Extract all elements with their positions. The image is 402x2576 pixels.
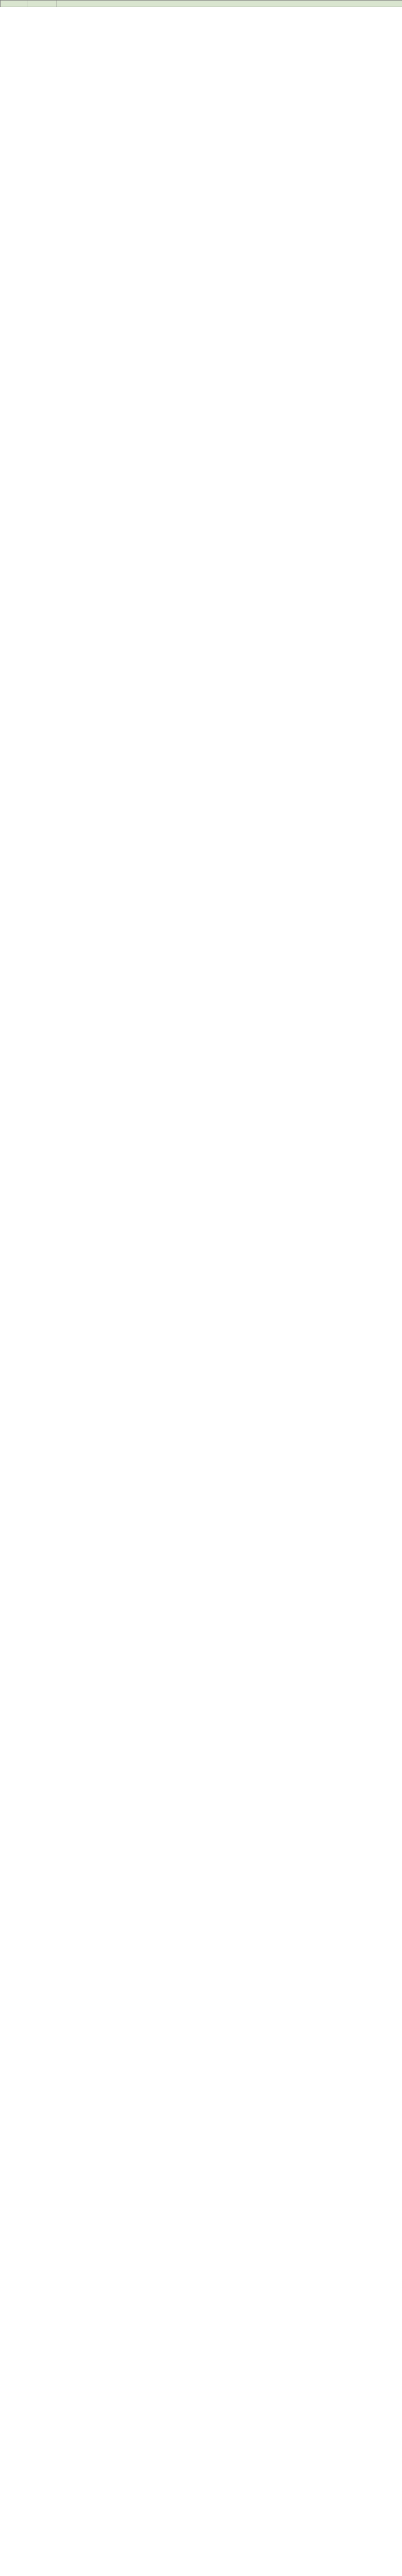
- header-cell-province: [1, 1, 27, 7]
- header-cell-city: [27, 1, 57, 7]
- header-cell-address: [57, 1, 402, 7]
- data-table: [0, 0, 402, 7]
- header-row: [1, 1, 402, 7]
